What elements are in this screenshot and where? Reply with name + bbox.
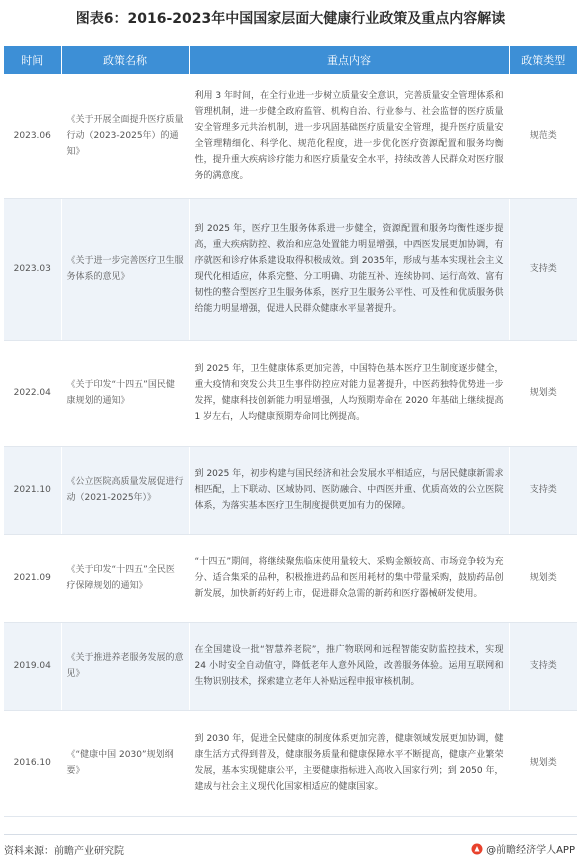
row-content: 利用 3 年时间，在全行业进一步树立质量安全意识，完善质量安全管理体系和管理机制，进一步健全政府监管、机构自治、行业参与、社会监督的医疗质量安全管理多元共治机制，进一步巩固基础医疗质量安全管理，提升医疗质量安全管理精细化、科学化、规范化程度，进一步优化医疗资源配置和服务均衡性，提升重大疾病诊疗能力和医疗质量安全水平，持续改善人民群众对医疗服务的满意度。 bbox=[189, 74, 509, 198]
brand-credit bbox=[471, 841, 575, 856]
row-policy-name: 《关于印发“十四五”国民健康规划的通知》 bbox=[61, 340, 189, 446]
row-type: 支持类 bbox=[509, 446, 577, 534]
header-policy-type: 政策类型 bbox=[509, 46, 577, 74]
table-row bbox=[4, 74, 577, 198]
chart-title: 图表6：2016-2023年中国国家层面大健康行业政策及重点内容解读 bbox=[75, 11, 506, 27]
row-policy-name: 《关于开展全面提升医疗质量行动（2023-2025年）的通知》 bbox=[61, 74, 189, 198]
row-type: 规范类 bbox=[509, 74, 577, 198]
row-type: 规划类 bbox=[509, 710, 577, 816]
row-policy-name: 《关于印发“十四五”全民医疗保障规划的通知》 bbox=[61, 534, 189, 622]
row-type: 支持类 bbox=[509, 198, 577, 340]
row-content: 到 2025 年，初步构建与国民经济和社会发展水平相适应，与居民健康新需求相匹配，上下联动、区域协同、医防融合、中西医并重、优质高效的公立医院体系，为落实基本医疗卫生制度提供更加有力的保障。 bbox=[189, 446, 509, 534]
table-row bbox=[4, 534, 577, 622]
footer-divider bbox=[4, 834, 577, 835]
row-content: 到 2025 年，卫生健康体系更加完善，中国特色基本医疗卫生制度逐步健全，重大疫情和突发公共卫生事件防控应对能力显著提升，中医药独特优势进一步发挥，健康科技创新能力明显增强，人均预期寿命在 2020 年基础上继续提高 1 岁左右，人均健康预期寿命同比例提高。 bbox=[189, 340, 509, 446]
header-key-content: 重点内容 bbox=[189, 46, 509, 74]
table-row bbox=[4, 446, 577, 534]
row-date: 2016.10 bbox=[4, 710, 61, 816]
row-type: 支持类 bbox=[509, 622, 577, 710]
row-policy-name: 《关于推进养老服务发展的意见》 bbox=[61, 622, 189, 710]
source-note: 资料来源：前瞻产业研究院 bbox=[4, 846, 124, 857]
row-date: 2023.06 bbox=[4, 74, 61, 198]
row-date: 2021.10 bbox=[4, 446, 61, 534]
row-date: 2019.04 bbox=[4, 622, 61, 710]
table-row bbox=[4, 710, 577, 816]
policy-table bbox=[4, 46, 577, 817]
row-date: 2021.09 bbox=[4, 534, 61, 622]
header-date: 时间 bbox=[4, 46, 61, 74]
row-content: 到 2030 年，促进全民健康的制度体系更加完善，健康领域发展更加协调，健康生活方式得到普及，健康服务质量和健康保障水平不断提高，健康产业繁荣发展，基本实现健康公平，主要健康指标进入高收入国家行列；到 2050 年，建成与社会主义现代化国家相适应的健康国家。 bbox=[189, 710, 509, 816]
row-content: “十四五”期间，将继续聚焦临床使用量较大、采购金额较高、市场竞争较为充分、适合集采的品种，积极推进药品和医用耗材的集中带量采购，鼓励药品创新发展，加快新药好药上市，促进群众急需的新药和医疗器械研发使用。 bbox=[189, 534, 509, 622]
row-type: 规划类 bbox=[509, 534, 577, 622]
row-policy-name: 《“健康中国 2030”规划纲要》 bbox=[61, 710, 189, 816]
brand-logo-icon bbox=[471, 843, 483, 855]
table-row bbox=[4, 340, 577, 446]
table-header-row bbox=[4, 46, 577, 74]
row-policy-name: 《关于进一步完善医疗卫生服务体系的意见》 bbox=[61, 198, 189, 340]
row-type: 规划类 bbox=[509, 340, 577, 446]
table-row bbox=[4, 198, 577, 340]
row-content: 到 2025 年，医疗卫生服务体系进一步健全，资源配置和服务均衡性逐步提高，重大疾病防控、救治和应急处置能力明显增强，中西医发展更加协调，有序就医和诊疗体系建设取得积极成效。到 2035年，形成与基本实现社会主义现代化相适应，体系完整、分工明确、功能互补、连续协同、运行高效、富有韧性的整合型医疗卫生服务体系，医疗卫生服务公平性、可及性和优质服务供给能力明显增强，促进人民群众健康水平显著提升。 bbox=[189, 198, 509, 340]
row-policy-name: 《公立医院高质量发展促进行动（2021-2025年）》 bbox=[61, 446, 189, 534]
row-date: 2022.04 bbox=[4, 340, 61, 446]
row-date: 2023.03 bbox=[4, 198, 61, 340]
brand-text: @前瞻经济学人APP bbox=[486, 845, 575, 856]
table-row bbox=[4, 622, 577, 710]
row-content: 在全国建设一批“智慧养老院”，推广物联网和远程智能安防监控技术，实现 24 小时安全自动值守，降低老年人意外风险，改善服务体验。运用互联网和生物识别技术，探索建立老年人补贴远程申报审核机制。 bbox=[189, 622, 509, 710]
header-policy-name: 政策名称 bbox=[61, 46, 189, 74]
